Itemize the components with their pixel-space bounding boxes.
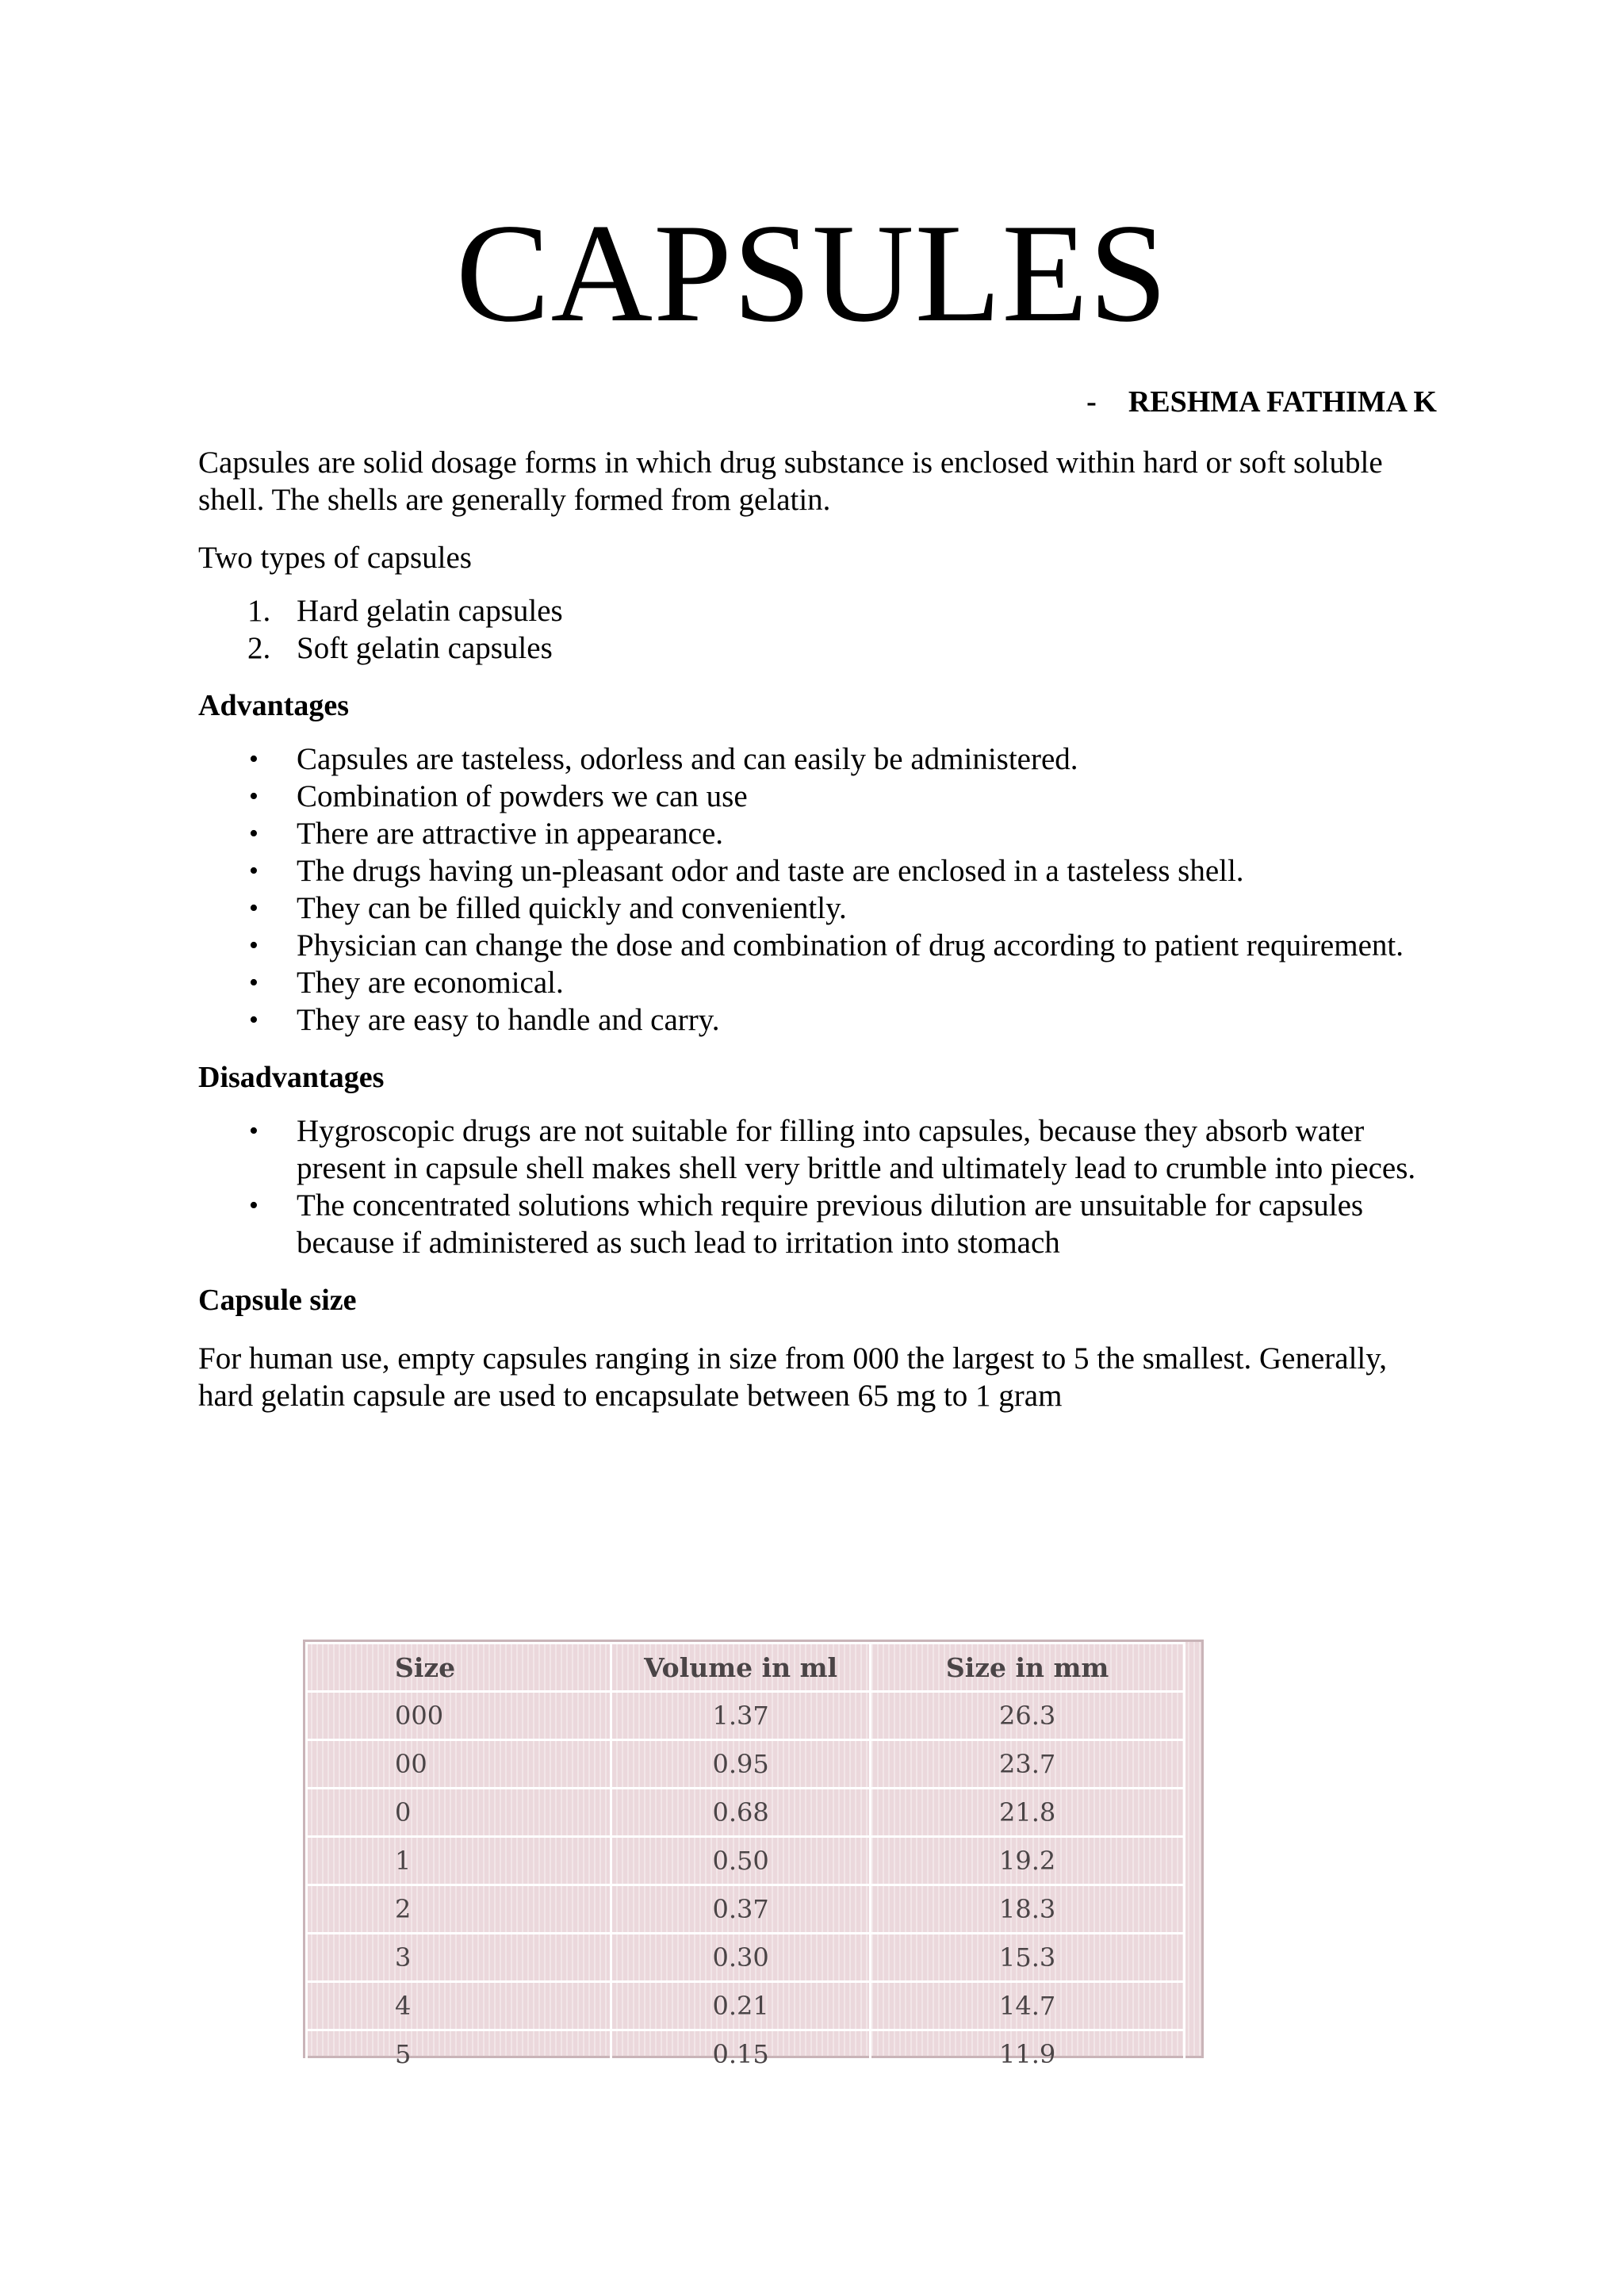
table-row (307, 2030, 1185, 2079)
advantages-heading: Advantages (198, 689, 350, 722)
column-header-volume: Volume in ml (611, 1644, 870, 1692)
cell-size: 5 (307, 2030, 611, 2079)
capsule-size-heading: Capsule size (198, 1284, 357, 1317)
list-item (249, 1001, 1435, 1039)
capsule-types-list (198, 592, 1435, 667)
cell-size: 1 (307, 1837, 611, 1885)
list-item-text: They are economical. (297, 966, 564, 1000)
cell-size-mm: 26.3 (871, 1692, 1185, 1740)
list-item (249, 890, 1435, 927)
list-item (249, 1112, 1435, 1187)
cell-volume: 0.15 (611, 2030, 870, 2079)
list-item-text: Soft gelatin capsules (297, 631, 553, 665)
list-item (247, 629, 1435, 667)
cell-volume: 0.30 (611, 1934, 870, 1982)
cell-volume: 0.50 (611, 1837, 870, 1885)
cell-size: 000 (307, 1692, 611, 1740)
column-header-size: Size (307, 1644, 611, 1692)
cell-size: 0 (307, 1789, 611, 1837)
list-item (247, 592, 1435, 629)
cell-size: 3 (307, 1934, 611, 1982)
capsule-size-table-image (303, 1640, 1204, 2069)
table-row (307, 1934, 1185, 1982)
bullet-icon: • (249, 968, 259, 997)
list-item-text: They are easy to handle and carry. (297, 1003, 720, 1037)
list-number: 2. (247, 631, 271, 665)
bullet-icon: • (249, 1005, 259, 1035)
cell-size-mm: 23.7 (871, 1740, 1185, 1789)
page-title: CAPSULES (455, 194, 1169, 351)
cell-size-mm: 18.3 (871, 1885, 1185, 1934)
list-item-text: Physician can change the dose and combination of drug according to patient requirement. (297, 928, 1404, 962)
cell-size-mm: 21.8 (871, 1789, 1185, 1837)
cell-volume: 0.95 (611, 1740, 870, 1789)
cell-size: 00 (307, 1740, 611, 1789)
cell-volume: 0.37 (611, 1885, 870, 1934)
disadvantages-list (198, 1112, 1435, 1261)
table-row (307, 1982, 1185, 2030)
author-line (1086, 385, 1437, 419)
cell-size: 4 (307, 1982, 611, 2030)
list-item (249, 815, 1435, 852)
list-number: 1. (247, 594, 271, 628)
table-row (307, 1885, 1185, 1934)
cell-volume: 0.68 (611, 1789, 870, 1837)
list-item (249, 927, 1435, 964)
bullet-icon: • (249, 894, 259, 923)
advantages-list (198, 740, 1435, 1039)
bullet-icon: • (249, 744, 259, 774)
table-row (307, 1692, 1185, 1740)
list-item (249, 852, 1435, 890)
table-header-row (307, 1644, 1185, 1692)
cell-volume: 0.21 (611, 1982, 870, 2030)
bullet-icon: • (249, 782, 259, 811)
bullet-icon: • (249, 931, 259, 960)
list-item (249, 740, 1435, 778)
table-row (307, 1789, 1185, 1837)
bullet-icon: • (249, 1116, 259, 1146)
list-item-text: Combination of powders we can use (297, 779, 748, 813)
capsule-size-table (305, 1642, 1185, 2080)
bullet-icon: • (249, 856, 259, 886)
list-item-text: The drugs having un-pleasant odor and taste are enclosed in a tasteless shell. (297, 854, 1244, 888)
document-body (198, 444, 1435, 1414)
author-name: RESHMA FATHIMA K (1128, 385, 1437, 419)
list-item-text: Capsules are tasteless, odorless and can easily be administered. (297, 742, 1078, 776)
table-row (307, 1837, 1185, 1885)
list-item-text: The concentrated solutions which require previous dilution are unsuitable for capsules because if administered as such lead to irritation into stomach (297, 1188, 1364, 1260)
cell-size-mm: 19.2 (871, 1837, 1185, 1885)
author-dash: - (1086, 385, 1097, 419)
cell-size-mm: 11.9 (871, 2030, 1185, 2079)
list-item (249, 964, 1435, 1001)
table-row (307, 1740, 1185, 1789)
cell-volume: 1.37 (611, 1692, 870, 1740)
column-header-size-mm: Size in mm (871, 1644, 1185, 1692)
list-item-text: There are attractive in appearance. (297, 817, 724, 851)
list-item (249, 1187, 1435, 1261)
intro-paragraph: Capsules are solid dosage forms in which drug substance is enclosed within hard or soft soluble shell. The shells are generally formed from gelatin. (198, 446, 1383, 517)
disadvantages-heading: Disadvantages (198, 1061, 385, 1094)
cell-size-mm: 14.7 (871, 1982, 1185, 2030)
cell-size-mm: 15.3 (871, 1934, 1185, 1982)
types-intro: Two types of capsules (198, 541, 472, 575)
list-item (249, 778, 1435, 815)
cell-size: 2 (307, 1885, 611, 1934)
list-item-text: Hygroscopic drugs are not suitable for filling into capsules, because they absorb water present in capsule shell makes shell very brittle and ultimately lead to crumble into pieces. (297, 1114, 1416, 1185)
capsule-size-paragraph: For human use, empty capsules ranging in size from 000 the largest to 5 the smallest. Generally, hard gelatin capsule are used to encapsulate between 65 mg to 1 gram (198, 1341, 1387, 1413)
list-item-text: Hard gelatin capsules (297, 594, 563, 628)
list-item-text: They can be filled quickly and conveniently. (297, 891, 847, 925)
bullet-icon: • (249, 1191, 259, 1220)
bullet-icon: • (249, 819, 259, 848)
